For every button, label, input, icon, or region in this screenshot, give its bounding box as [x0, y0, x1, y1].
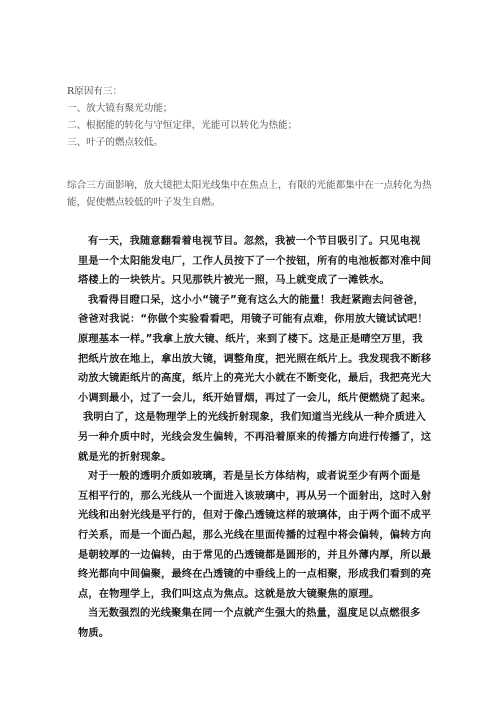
story-line: 对于一般的透明介质如玻璃，若是呈长方体结构，或者说至少有两个面是 — [88, 471, 421, 483]
story-line: 物质。 — [78, 627, 110, 639]
story-line: 光线和出射光线是平行的，但对于像凸透镜这样的玻璃体，由于两个面不成平 — [78, 510, 432, 522]
story-line: 行关系，而是一个面凸起，那么光线在里面传播的过程中将会偏转，偏转方向 — [78, 529, 432, 541]
story-line: 动放大镜距纸片的高度，纸片上的亮光大小就在不断变化，最后，我把亮光大 — [78, 373, 432, 385]
reason-item-3: 三、叶子的燃点较低。 — [67, 137, 163, 148]
reasons-list — [67, 83, 432, 151]
story-line: 终光都向中间偏聚，最终在凸透镜的中垂线上的一点相聚，形成我们看到的亮 — [78, 569, 432, 581]
story-body — [78, 232, 438, 643]
story-line: 爸爸对我说：“你做个实验看看吧，用镜子可能有点难，你用放大镜试试吧！ — [78, 314, 428, 326]
story-line: 有一天，我随意翻看着电视节目。忽然，我被一个节目吸引了。只见电视 — [88, 236, 421, 247]
story-line: 点，在物理学上，我们叫这点为焦点。这就是放大镜聚焦的原理。 — [78, 588, 380, 600]
story-line: 里是一个太阳能发电厂，工作人员按下了一个按钮，所有的电池板都对准中间 — [78, 255, 432, 267]
story-line: 我看得目瞪口呆，这小小“镜子”竟有这么大的能量！我赶紧跑去问爸爸， — [88, 294, 424, 306]
story-line: 我明白了，这是物理学上的光线折射现象，我们知道当光线从一种介质进入 — [83, 412, 426, 424]
story-line: 是朝较厚的一边偏转，由于常见的凸透镜都是圆形的，并且外薄内厚，所以最 — [78, 549, 432, 561]
story-line: 另一种介质中时，光线会发生偏转，不再沿着原来的传播方向进行传播了，这 — [78, 431, 432, 443]
story-line: 小调到最小，过了一会儿，纸开始冒烟，再过了一会儿，纸片便燃烧了起来。 — [78, 392, 432, 404]
story-line: 当无数强烈的光线聚集在同一个点就产生强大的热量，温度足以点燃很多 — [88, 608, 421, 620]
reason-item-1: 一、放大镜有聚光功能； — [67, 103, 173, 114]
summary-paragraph: 综合三方面影响，放大镜把太阳光线集中在焦点上，有限的光能都集中在一点转化为热能，促使燃点较低的叶子发生自燃。 — [67, 180, 432, 208]
reason-item-2: 二、根据能的转化与守恒定律，光能可以转化为热能； — [67, 120, 298, 131]
story-line: 把纸片放在地上，拿出放大镜，调整角度，把光照在纸片上。我发现我不断移 — [78, 353, 432, 365]
story-line: 原理基本一样。”我拿上放大镜、纸片，来到了楼下。这是正是晴空万里，我 — [78, 333, 423, 345]
reasons-heading: R原因有三： — [67, 86, 123, 97]
story-line: 塔楼上的一块铁片。只见那铁片被光一照，马上就变成了一滩铁水。 — [78, 275, 390, 287]
story-line: 互相平行的，那么光线从一个面进入该玻璃中，再从另一个面射出，这时入射 — [78, 490, 432, 502]
story-line: 就是光的折射现象。 — [78, 451, 172, 463]
